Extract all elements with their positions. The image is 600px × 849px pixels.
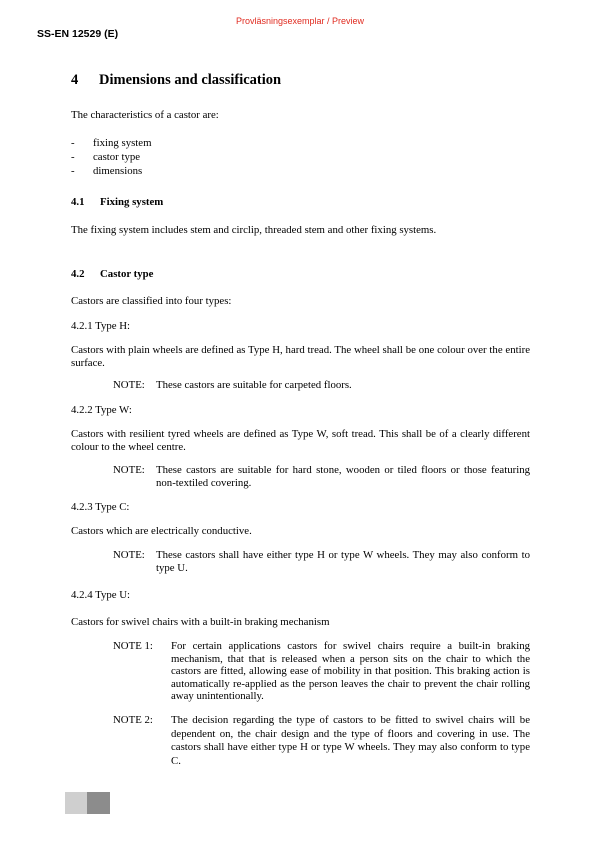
list-item-text: dimensions	[93, 165, 143, 177]
note-text: These castors shall have either type H or type W wheels. They may also conform to type U.	[156, 549, 530, 574]
section-number: 4.1	[71, 196, 85, 208]
note-text: The decision regarding the type of castors to be fitted to swivel chairs will be dependent on, the chair design and the type of floors and covering in use. The castors shall have either type H or type W wheels. They may also conform to type C.	[171, 714, 530, 767]
type-h-body: Castors with plain wheels are defined as Type H, hard tread. The wheel shall be one colour over the entire surface.	[71, 344, 530, 369]
section-title: Fixing system	[100, 196, 164, 208]
footer-decoration-dark	[87, 792, 110, 814]
type-h-heading: 4.2.1 Type H:	[71, 320, 131, 332]
list-dash: -	[71, 165, 75, 177]
section-title: Castor type	[100, 268, 154, 280]
type-c-heading: 4.2.3 Type C:	[71, 501, 130, 513]
section-number: 4.2	[71, 268, 85, 280]
note-label: NOTE 1:	[113, 640, 153, 652]
list-item-text: castor type	[93, 151, 141, 163]
document-id: SS-EN 12529 (E)	[37, 28, 119, 40]
note-text: These castors are suitable for carpeted floors.	[156, 379, 352, 391]
note-label: NOTE:	[113, 464, 145, 476]
section-4-1-heading	[71, 196, 163, 209]
list-dash: -	[71, 151, 75, 163]
note-label: NOTE:	[113, 379, 145, 391]
type-u-note-2	[113, 714, 530, 768]
type-u-note-1	[113, 640, 530, 703]
note-text: These castors are suitable for hard stone, wooden or tiled floors or those featuring non-textiled covering.	[156, 464, 530, 489]
type-u-body: Castors for swivel chairs with a built-in braking mechanism	[71, 616, 330, 628]
castor-type-intro: Castors are classified into four types:	[71, 295, 232, 307]
preview-watermark: Provläsningsexemplar / Preview	[235, 16, 365, 26]
footer-decoration-light	[65, 792, 87, 814]
section-4-heading	[71, 74, 281, 87]
type-w-heading: 4.2.2 Type W:	[71, 404, 132, 416]
section-4-2-heading	[71, 268, 153, 281]
type-u-heading: 4.2.4 Type U:	[71, 589, 131, 601]
type-w-body: Castors with resilient tyred wheels are defined as Type W, soft tread. This shall be of a clearly different colour to the wheel centre.	[71, 428, 530, 453]
section-4-intro: The characteristics of a castor are:	[71, 109, 219, 121]
type-w-note	[113, 464, 530, 489]
section-title: Dimensions and classification	[99, 72, 282, 88]
list-item	[71, 137, 151, 150]
list-dash: -	[71, 137, 75, 149]
note-label: NOTE:	[113, 549, 145, 561]
type-c-note	[113, 549, 530, 574]
list-item	[71, 151, 140, 164]
type-h-note	[113, 379, 530, 392]
list-item	[71, 165, 142, 178]
section-number: 4	[71, 72, 79, 88]
note-text: For certain applications castors for swivel chairs require a built-in braking mechanism, that that is released when a person sits on the chair to which the castors are fitted, allowing ease of mobility in that position. This braking action is automatically re-applied as the person leaves the chair to prevent the chair rolling away unintentionally.	[171, 640, 530, 702]
list-item-text: fixing system	[93, 137, 152, 149]
fixing-system-text: The fixing system includes stem and circlip, threaded stem and other fixing systems.	[71, 224, 437, 236]
note-label: NOTE 2:	[113, 714, 153, 726]
type-c-body: Castors which are electrically conductive.	[71, 525, 252, 537]
